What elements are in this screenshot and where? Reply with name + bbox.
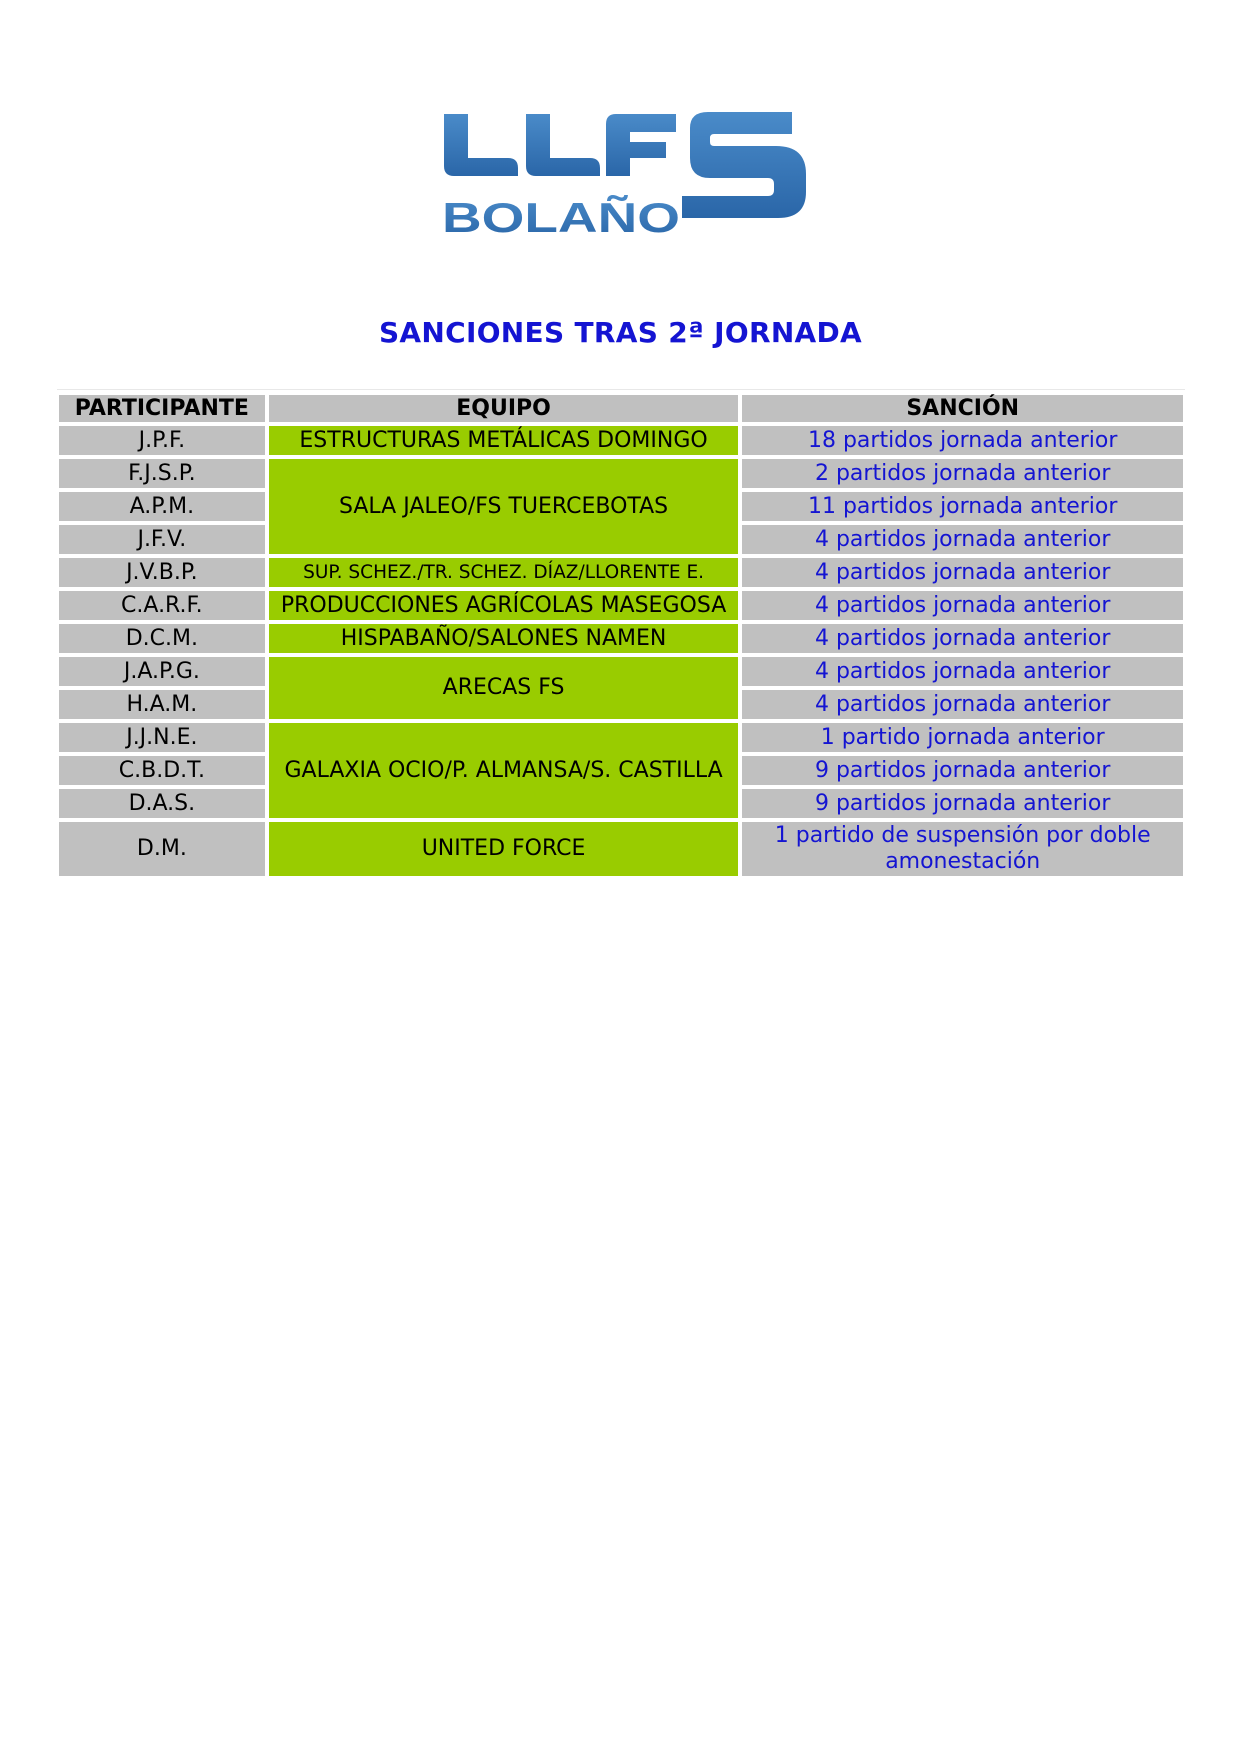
table-row (59, 624, 1183, 653)
team-cell: PRODUCCIONES AGRÍCOLAS MASEGOSA (269, 591, 739, 620)
llfs-bolanos-logo (440, 110, 820, 240)
participant-cell: A.P.M. (59, 492, 265, 521)
participant-cell: C.B.D.T. (59, 756, 265, 785)
table-row (59, 459, 1183, 488)
team-cell: SUP. SCHEZ./TR. SCHEZ. DÍAZ/LLORENTE E. (269, 558, 739, 587)
table-row (59, 426, 1183, 455)
participant-cell: D.A.S. (59, 789, 265, 818)
header-sancion: SANCIÓN (742, 395, 1183, 422)
sanction-cell: 1 partido de suspensión por doble amonestación (742, 822, 1183, 876)
table-header-row (59, 395, 1183, 422)
sanction-cell: 1 partido jornada anterior (742, 723, 1183, 752)
participant-cell: J.F.V. (59, 525, 265, 554)
participant-cell: F.J.S.P. (59, 459, 265, 488)
sanction-cell: 4 partidos jornada anterior (742, 624, 1183, 653)
table-row (59, 657, 1183, 686)
participant-cell: C.A.R.F. (59, 591, 265, 620)
team-cell: GALAXIA OCIO/P. ALMANSA/S. CASTILLA (269, 723, 739, 818)
table-top-rule (57, 389, 1185, 390)
sanction-cell: 18 partidos jornada anterior (742, 426, 1183, 455)
sanction-cell: 9 partidos jornada anterior (742, 756, 1183, 785)
page-title: SANCIONES TRAS 2ª JORNADA (378, 316, 863, 349)
participant-cell: D.C.M. (59, 624, 265, 653)
header-participante: PARTICIPANTE (59, 395, 265, 422)
participant-cell: J.V.B.P. (59, 558, 265, 587)
sanction-cell: 11 partidos jornada anterior (742, 492, 1183, 521)
table-row (59, 822, 1183, 876)
team-cell: ESTRUCTURAS METÁLICAS DOMINGO (269, 426, 739, 455)
participant-cell: J.A.P.G. (59, 657, 265, 686)
sanction-cell: 4 partidos jornada anterior (742, 690, 1183, 719)
participant-cell: H.A.M. (59, 690, 265, 719)
team-cell: SALA JALEO/FS TUERCEBOTAS (269, 459, 739, 554)
header-equipo: EQUIPO (269, 395, 739, 422)
team-cell: ARECAS FS (269, 657, 739, 719)
sanction-cell: 4 partidos jornada anterior (742, 591, 1183, 620)
table-row (59, 558, 1183, 587)
sanction-cell: 2 partidos jornada anterior (742, 459, 1183, 488)
sanction-cell: 4 partidos jornada anterior (742, 657, 1183, 686)
logo-bolano-text: BOLAÑO (442, 194, 680, 240)
sanction-cell: 9 partidos jornada anterior (742, 789, 1183, 818)
participant-cell: D.M. (59, 822, 265, 876)
sanctions-table (55, 391, 1187, 880)
table-row (59, 591, 1183, 620)
team-cell: UNITED FORCE (269, 822, 739, 876)
participant-cell: J.J.N.E. (59, 723, 265, 752)
participant-cell: J.P.F. (59, 426, 265, 455)
sanction-cell: 4 partidos jornada anterior (742, 525, 1183, 554)
team-cell: HISPABAÑO/SALONES NAMEN (269, 624, 739, 653)
table-row (59, 723, 1183, 752)
sanction-cell: 4 partidos jornada anterior (742, 558, 1183, 587)
